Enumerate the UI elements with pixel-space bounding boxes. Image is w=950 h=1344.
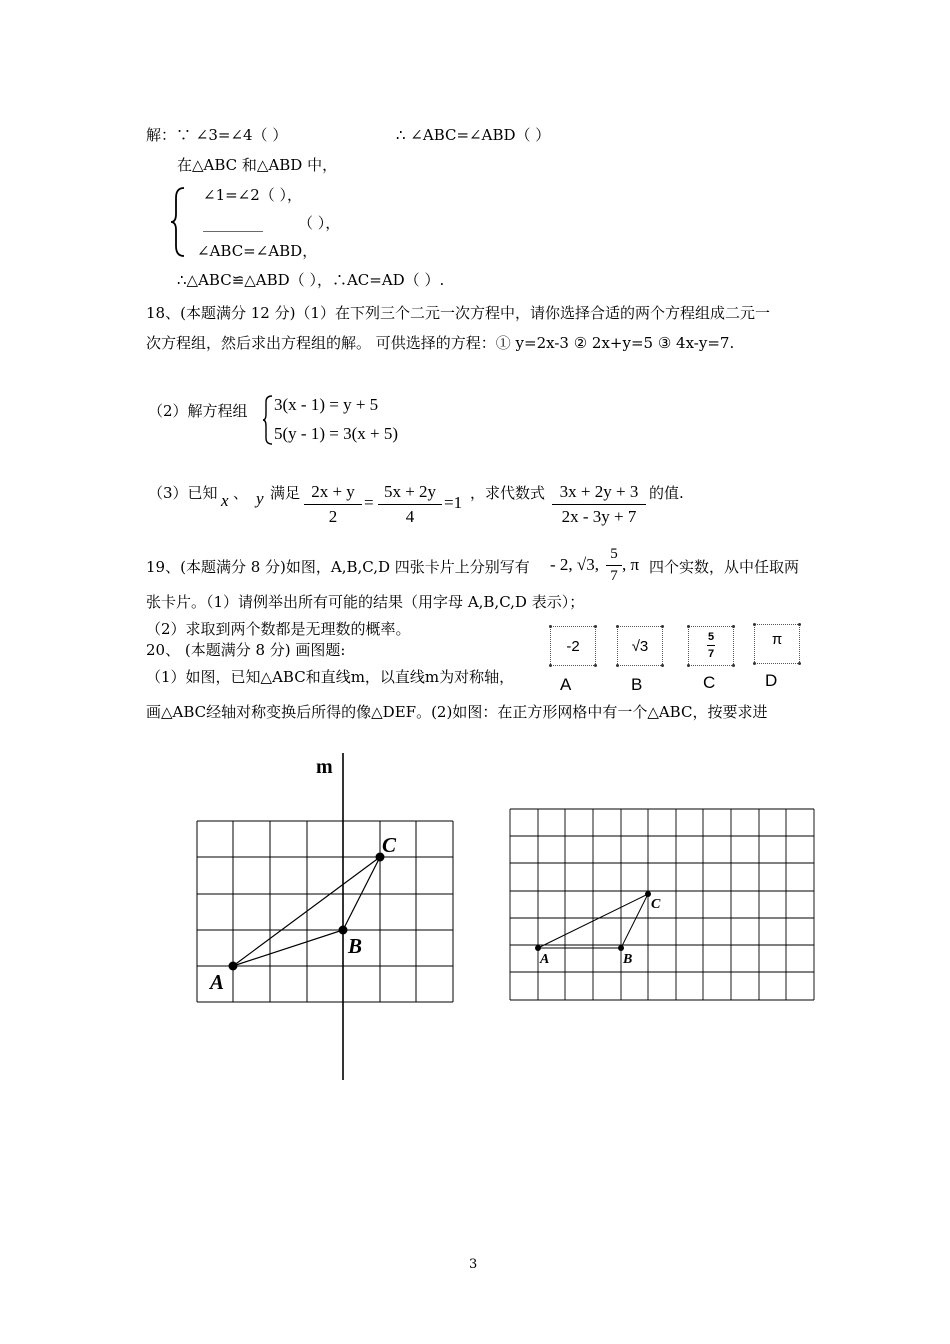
proof-line1-b: ∴ ∠ABC=∠ABD（ ） bbox=[396, 126, 551, 144]
q18-frac3-den: 2x - 3y + 7 bbox=[552, 504, 646, 527]
label-b-2: B bbox=[623, 952, 633, 967]
q19-line1-a: 19、(本题满分 8 分)如图，A,B,C,D 四张卡片上分别写有 bbox=[146, 558, 530, 576]
q18-eq-one: =1 bbox=[444, 493, 463, 512]
q19-frac bbox=[606, 546, 622, 585]
label-b: B bbox=[348, 934, 363, 958]
q19-line2: 张卡片。（1）请例举出所有可能的结果（用字母 A,B,C,D 表示）； bbox=[146, 593, 585, 611]
q18-part2-label: （2）解方程组 bbox=[148, 402, 248, 420]
proof-conclusion: ∴△ABC≌△ABD（ ），∴AC=AD（ ）. bbox=[177, 271, 445, 289]
card-d-value: π bbox=[771, 631, 783, 648]
card-c bbox=[688, 626, 734, 666]
q20-line3: 画△ABC经轴对称变换后所得的像△DEF。(2)如图：在正方形网格中有一个△ABC，按要求进 bbox=[146, 703, 768, 721]
q18-frac3 bbox=[552, 482, 646, 527]
card-a-label: A bbox=[560, 675, 572, 694]
q19-nums-b: , π bbox=[622, 555, 640, 574]
card-c-label: C bbox=[703, 673, 716, 692]
q18-var-x: x bbox=[221, 491, 229, 510]
q18-frac3-num: 3x + 2y + 3 bbox=[559, 482, 639, 501]
card-b bbox=[617, 626, 663, 666]
q18-tail: 的值. bbox=[649, 484, 684, 502]
point-b bbox=[339, 926, 348, 935]
figure-1-grid bbox=[190, 745, 470, 1085]
q18-satisfy: 满足 bbox=[270, 484, 301, 502]
label-a-2: A bbox=[540, 952, 550, 967]
q18-frac2 bbox=[378, 482, 442, 527]
page-number: 3 bbox=[469, 1257, 478, 1272]
q18-intro-2: 次方程组，然后求出方程组的解。 可供选择的方程：① y=2x-3 ② 2x+y=5 ③ 4x-y=7. bbox=[146, 334, 735, 352]
brace-icon bbox=[170, 186, 190, 258]
q18-eq2: 5(y - 1) = 3(x + 5) bbox=[274, 424, 398, 443]
proof-brace-3: ∠ABC=∠ABD， bbox=[197, 242, 318, 260]
axis-m-label: m bbox=[316, 756, 333, 778]
card-d-label: D bbox=[765, 671, 778, 690]
card-a-value: -2 bbox=[566, 638, 580, 655]
q19-line3: （2）求取到两个数都是无理数的概率。 bbox=[146, 620, 411, 638]
card-d bbox=[754, 624, 800, 664]
card-a bbox=[550, 626, 596, 666]
q18-sep: 、 bbox=[233, 484, 249, 502]
proof-brace-2-blank: ________ bbox=[203, 214, 263, 232]
q19-line1-b: 四个实数，从中任取两 bbox=[649, 558, 800, 576]
q18-frac1 bbox=[304, 482, 362, 527]
card-c-den: 7 bbox=[707, 648, 715, 660]
q20-line1: 20、 (本题满分 8 分) 画图题: bbox=[146, 641, 346, 659]
q18-eq-sign: = bbox=[364, 493, 374, 512]
q18-frac2-num: 5x + 2y bbox=[383, 482, 437, 501]
card-b-value: √3 bbox=[631, 638, 649, 655]
q19-frac-den: 7 bbox=[606, 565, 622, 585]
label-c: C bbox=[382, 833, 397, 857]
proof-line2: 在△ABC 和△ABD 中， bbox=[177, 156, 338, 174]
q18-frac1-den: 2 bbox=[304, 504, 362, 527]
figure-2-grid bbox=[505, 805, 820, 1010]
q18-frac2-den: 4 bbox=[378, 504, 442, 527]
point-b-2 bbox=[618, 945, 624, 951]
proof-brace-2-paren: （ ）， bbox=[298, 214, 341, 232]
figure-1-gridlines bbox=[197, 821, 453, 1002]
q18-ask: ，求代数式 bbox=[470, 484, 546, 502]
system-brace-icon bbox=[262, 394, 274, 446]
figure-2-gridlines bbox=[510, 809, 814, 1000]
proof-brace-1: ∠1=∠2（ ）， bbox=[203, 186, 303, 204]
label-a: A bbox=[210, 970, 225, 994]
q18-intro-1: 18、(本题满分 12 分)（1）在下列三个二元一次方程中，请你选择合适的两个方程组成二元一 bbox=[146, 304, 770, 322]
q18-eq1: 3(x - 1) = y + 5 bbox=[274, 395, 379, 414]
card-c-num: 5 bbox=[707, 631, 715, 643]
q19-frac-num: 5 bbox=[610, 546, 618, 562]
q19-nums-a: - 2, √3, bbox=[550, 555, 599, 574]
q18-part3-label: （3）已知 bbox=[148, 484, 218, 502]
card-b-label: B bbox=[631, 675, 643, 694]
proof-line1-a: 解：∵ ∠3=∠4（ ） bbox=[146, 126, 288, 144]
q18-var-y: y bbox=[256, 489, 264, 508]
q18-frac1-num: 2x + y bbox=[311, 482, 355, 501]
label-c-2: C bbox=[651, 897, 661, 912]
point-a-2 bbox=[535, 945, 541, 951]
point-a bbox=[229, 962, 238, 971]
q20-line2: （1）如图，已知△ABC和直线m，以直线m为对称轴， bbox=[146, 668, 515, 686]
